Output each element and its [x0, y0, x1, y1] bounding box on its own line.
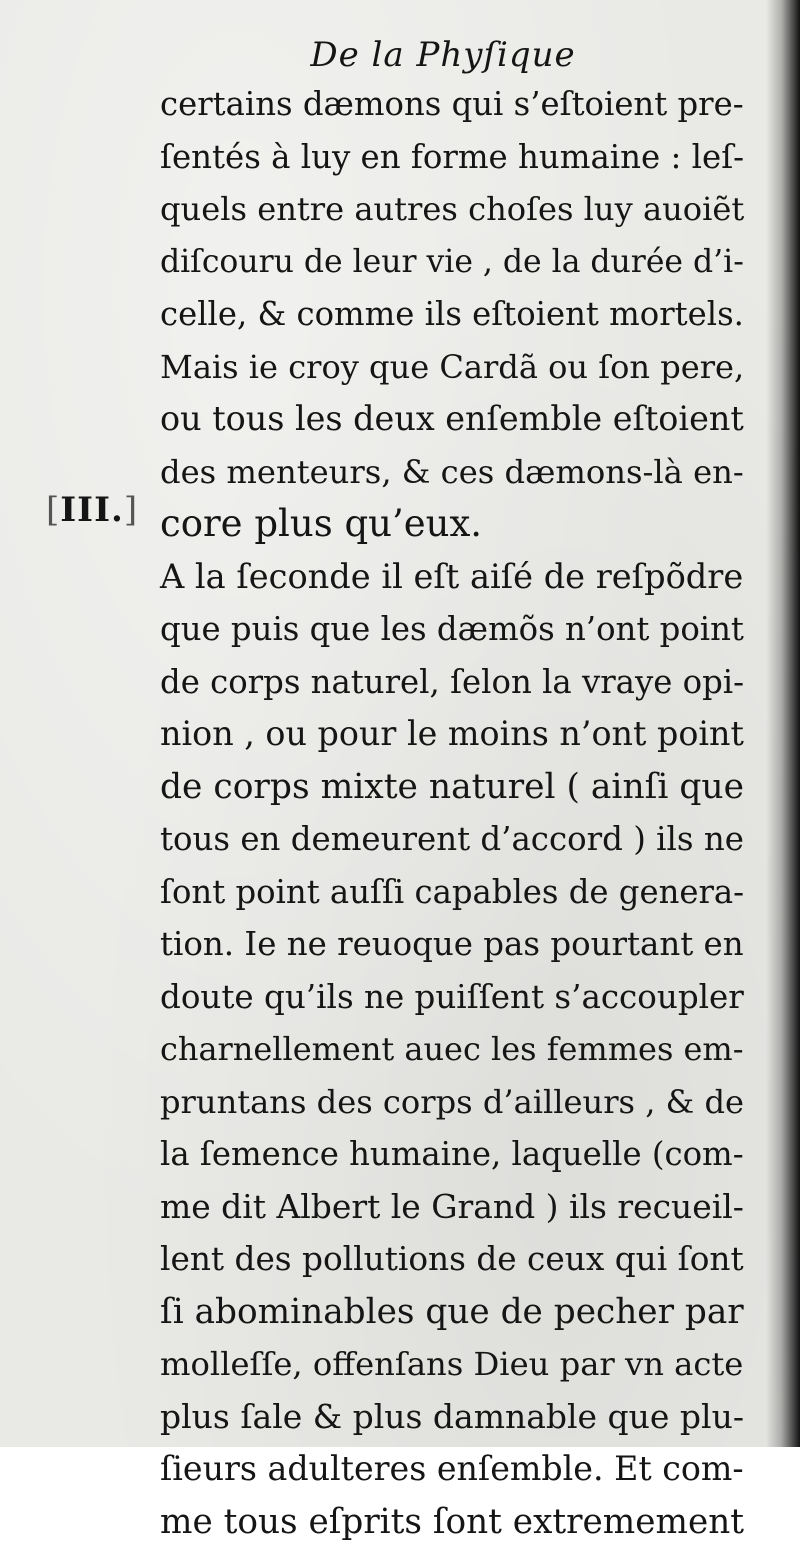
- text-line: ſi abominables que de pecher par: [160, 1286, 744, 1339]
- text-line: pruntans des corps d’ailleurs , & de: [160, 1076, 744, 1129]
- text-line: ſont point auſſi capables de genera-: [160, 866, 744, 919]
- body-text: [160, 78, 744, 1548]
- text-line: tous en demeurent d’accord ) ils ne: [160, 813, 744, 866]
- running-head: De la Phyſique: [0, 34, 800, 76]
- text-line: diſcouru de leur vie , de la durée d’i-: [160, 236, 744, 289]
- text-line: nion , ou pour le moins n’ont point: [160, 708, 744, 761]
- text-line: plus ſale & plus damnable que plu-: [160, 1391, 744, 1444]
- text-line: me tous eſprits ſont extremement: [160, 1496, 744, 1548]
- text-line: Mais ie croy que Cardã ou ſon pere,: [160, 341, 744, 394]
- text-line: celle, & comme ils eſtoient mortels.: [160, 288, 744, 341]
- text-line: A la ſeconde il eſt aiſé de reſpõdre: [160, 551, 744, 604]
- text-line: la ſemence humaine, laquelle (com-: [160, 1128, 744, 1181]
- text-line: molleſſe, offenſans Dieu par vn acte: [160, 1338, 744, 1391]
- text-line: tion. Ie ne reuoque pas pourtant en: [160, 918, 744, 971]
- text-line: charnellement auec les femmes em-: [160, 1023, 744, 1076]
- text-line: de corps mixte naturel ( ainſi que: [160, 761, 744, 814]
- text-line: de corps naturel, ſelon la vraye opi-: [160, 656, 744, 709]
- margin-bracket-left-icon: [: [46, 490, 60, 530]
- page-gutter-shadow: [766, 0, 800, 1447]
- margin-section-number-text: III.: [60, 490, 124, 530]
- text-line: core plus qu’eux.: [160, 498, 744, 551]
- text-line: certains dæmons qui s’eſtoient pre-: [160, 78, 744, 131]
- text-line: me dit Albert le Grand ) ils recueil-: [160, 1181, 744, 1234]
- text-line: ou tous les deux enſemble eſtoient: [160, 393, 744, 446]
- text-line: quels entre autres choſes luy auoiẽt: [160, 183, 744, 236]
- text-line: ſieurs adulteres enſemble. Et com-: [160, 1443, 744, 1496]
- margin-section-number: [46, 490, 138, 530]
- margin-bracket-right-icon: ]: [124, 490, 138, 530]
- text-line: des menteurs, & ces dæmons-là en-: [160, 446, 744, 499]
- text-line: doute qu’ils ne puiſſent s’accoupler: [160, 971, 744, 1024]
- text-line: ſentés à luy en forme humaine : leſ-: [160, 131, 744, 184]
- text-line: que puis que les dæmõs n’ont point: [160, 603, 744, 656]
- text-line: lent des pollutions de ceux qui ſont: [160, 1233, 744, 1286]
